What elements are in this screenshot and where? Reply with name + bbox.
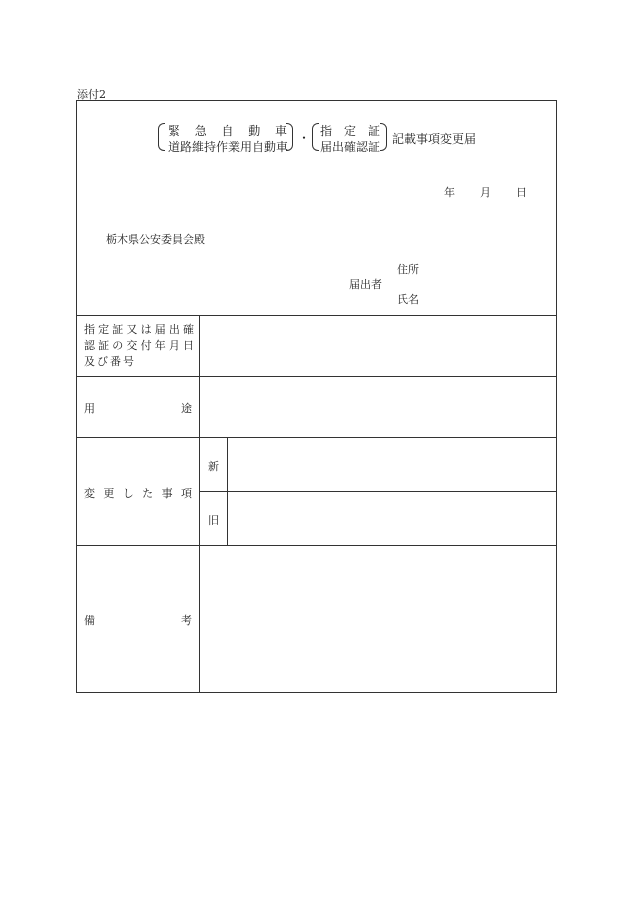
remarks-label (84, 612, 192, 628)
addressee: 栃木県公安委員会殿 (106, 233, 205, 246)
new-value-field[interactable] (228, 438, 556, 491)
date-year-label: 年 (444, 186, 455, 199)
issue-label-line: 指 定 証 又 は 届 出 確 (84, 323, 194, 336)
date-month-label: 月 (480, 186, 491, 199)
applicant-label: 届出者 (349, 278, 382, 291)
title-char: 車 (274, 124, 287, 138)
changed-items-label (84, 485, 192, 501)
label-char: し (122, 487, 134, 500)
attachment-label: 添付2 (77, 88, 106, 101)
certificate-type-line2: 届出確認証 (320, 140, 381, 154)
label-char: 備 (84, 614, 95, 627)
label-char: 更 (103, 487, 115, 500)
date-day-label: 日 (516, 186, 527, 199)
title-char: 急 (194, 124, 207, 138)
right-bracket-open (312, 123, 319, 151)
label-char: 項 (180, 487, 192, 500)
remarks-field[interactable] (200, 546, 556, 692)
purpose-label (84, 400, 192, 416)
label-char: 変 (84, 487, 95, 500)
old-label: 旧 (208, 514, 219, 527)
applicant-name-label: 氏名 (397, 293, 419, 306)
title-suffix: 記載事項変更届 (392, 132, 477, 146)
title-char: 証 (367, 124, 380, 138)
label-char: 途 (181, 402, 192, 415)
separator-dot: ・ (298, 131, 311, 145)
old-value-field[interactable] (228, 492, 556, 545)
title-char: 指 (320, 124, 333, 138)
title-char: 自 (221, 124, 234, 138)
vehicle-type-line1 (168, 122, 287, 139)
certificate-type-line1 (320, 122, 380, 139)
purpose-field[interactable] (200, 377, 556, 437)
applicant-address-label: 住所 (397, 263, 419, 276)
left-bracket-open (158, 123, 165, 151)
label-char: 考 (181, 614, 192, 627)
new-label: 新 (208, 460, 219, 473)
issue-label-line: 及び番号 (84, 355, 136, 368)
title-char: 緊 (168, 124, 181, 138)
issue-label-line: 認 証 の 交 付 年 月 日 (84, 339, 194, 352)
left-bracket-close (286, 123, 293, 151)
title-char: 動 (248, 124, 261, 138)
issue-date-number-field[interactable] (200, 316, 556, 376)
title-char: 定 (343, 124, 356, 138)
vehicle-type-line2: 道路維持作業用自動車 (168, 140, 289, 154)
right-bracket-close (380, 123, 387, 151)
label-char: 用 (84, 402, 95, 415)
label-char: た (142, 487, 154, 500)
label-char: 事 (161, 487, 173, 500)
issue-date-number-label (84, 322, 194, 370)
